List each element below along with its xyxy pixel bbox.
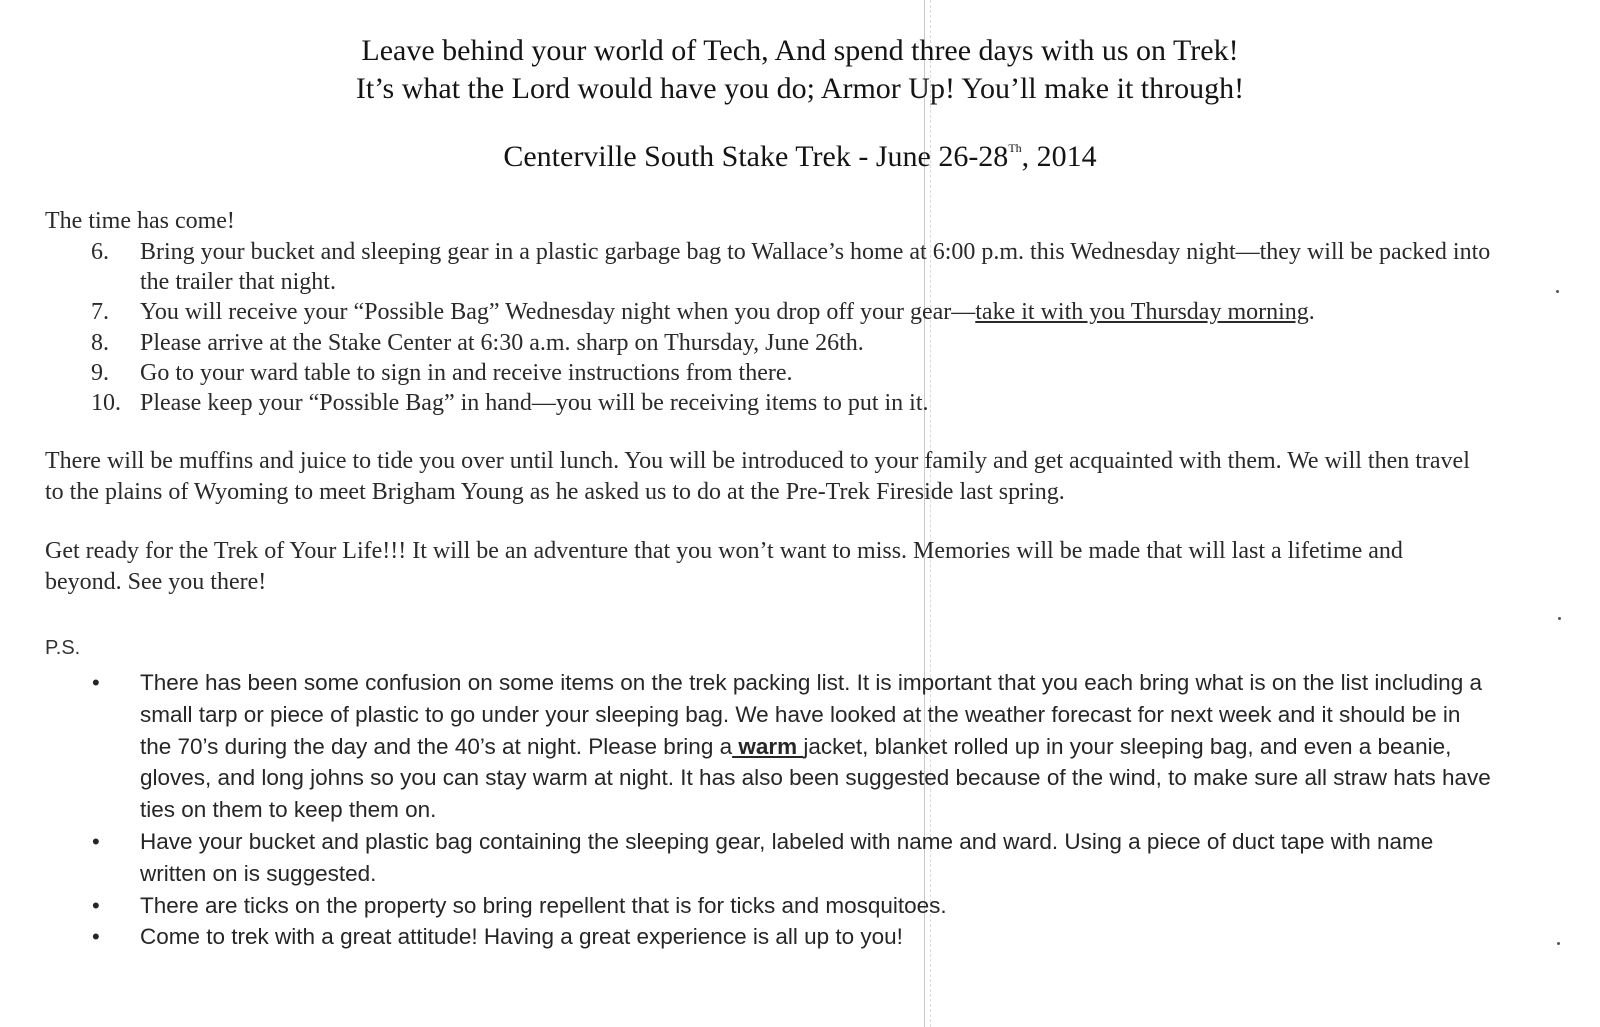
step-text-end: . [1308,299,1315,326]
bullet-text: There has been some confusion on some items on the trek packing list. It is important that you each bring what is on the list including a small tarp or piece of plastic to go under your sleeping bag. We have looked at the weather forecast for next week and it should be in the 70’s during the day and the 40’s at night. Please bring a [140,670,1482,759]
intro-text: The time has come! [45,208,235,234]
scan-speck [1558,617,1561,620]
paragraph-get-ready: Get ready for the Trek of Your Life!!! It will be an adventure that you won’t want to miss. Memories will be made that will last a lifetime and beyond. See you there! [45,538,1403,595]
bullet-text-end: jacket, blanket rolled up in your sleeping bag, and even a beanie, gloves, and long johns so you can stay warm at night. It has also been suggested because of the wind, to make sure all straw hats have ties on them to keep them on. [140,733,1491,823]
bullet-text: Have your bucket and plastic bag containing the sleeping gear, labeled with name and ward. Using a piece of duct tape with name written on is suggested. [140,828,1434,886]
numbered-steps-list [91,237,1501,418]
list-item [92,890,1492,922]
list-item [92,667,1492,826]
step-number: 10. [91,390,121,417]
step-number: 9. [91,359,109,386]
scan-speck [1557,942,1560,945]
bullet-icon: • [92,924,100,950]
bullet-icon: • [92,670,100,695]
bullet-icon: • [92,828,100,854]
list-item [92,921,1492,953]
step-text: Go to your ward table to sign in and receive instructions from there. [140,359,793,386]
bullet-emphasis: warm [732,733,804,759]
poem-line-1: Leave behind your world of Tech, And spend three days with us on Trek! [361,34,1239,67]
step-number: 7. [91,299,109,326]
ps-label: P.S. [45,637,81,659]
poem-line-2: It’s what the Lord would have you do; Armor Up! You’ll make it through! [355,72,1245,105]
list-item [91,328,1501,358]
event-title-main: Centerville South Stake Trek - June 26-28 [503,140,1009,173]
step-text: Please arrive at the Stake Center at 6:30 a.m. sharp on Thursday, June 26th. [140,329,864,356]
list-item [91,388,1501,418]
step-underlined-text: take it with you Thursday morning [975,299,1309,326]
bullet-icon: • [92,892,100,918]
list-item [91,358,1501,388]
step-text: Bring your bucket and sleeping gear in a plastic garbage bag to Wallace’s home at 6:00 p.m. this Wednesday night—they will be packed into the trailer that night. [140,239,1491,296]
step-number: 6. [91,239,109,265]
bullet-text-group [140,667,1492,826]
scan-speck [1556,290,1559,293]
ps-bullet-list [92,667,1492,953]
list-item [91,237,1501,297]
poem-header [0,32,1600,108]
step-number: 8. [91,329,109,356]
list-item [92,826,1492,890]
list-item [91,297,1501,327]
step-text: You will receive your “Possible Bag” Wednesday night when you drop off your gear— [140,299,976,326]
bullet-text: There are ticks on the property so bring repellent that is for ticks and mosquitoes. [140,892,947,918]
paragraph-muffins: There will be muffins and juice to tide you over until lunch. You will be introduced to your family and get acquainted with them. We will then travel to the plains of Wyoming to meet Brigham Young as he asked us to do at the Pre-Trek Fireside last spring. [45,448,1470,505]
step-text: Please keep your “Possible Bag” in hand—you will be receiving items to put in it. [140,390,929,417]
event-title-suffix: Th [1008,141,1022,155]
bullet-text: Come to trek with a great attitude! Having a great experience is all up to you! [140,924,903,950]
step-text-group [140,297,1501,327]
event-title [0,140,1600,174]
event-title-year: , 2014 [1021,140,1097,173]
